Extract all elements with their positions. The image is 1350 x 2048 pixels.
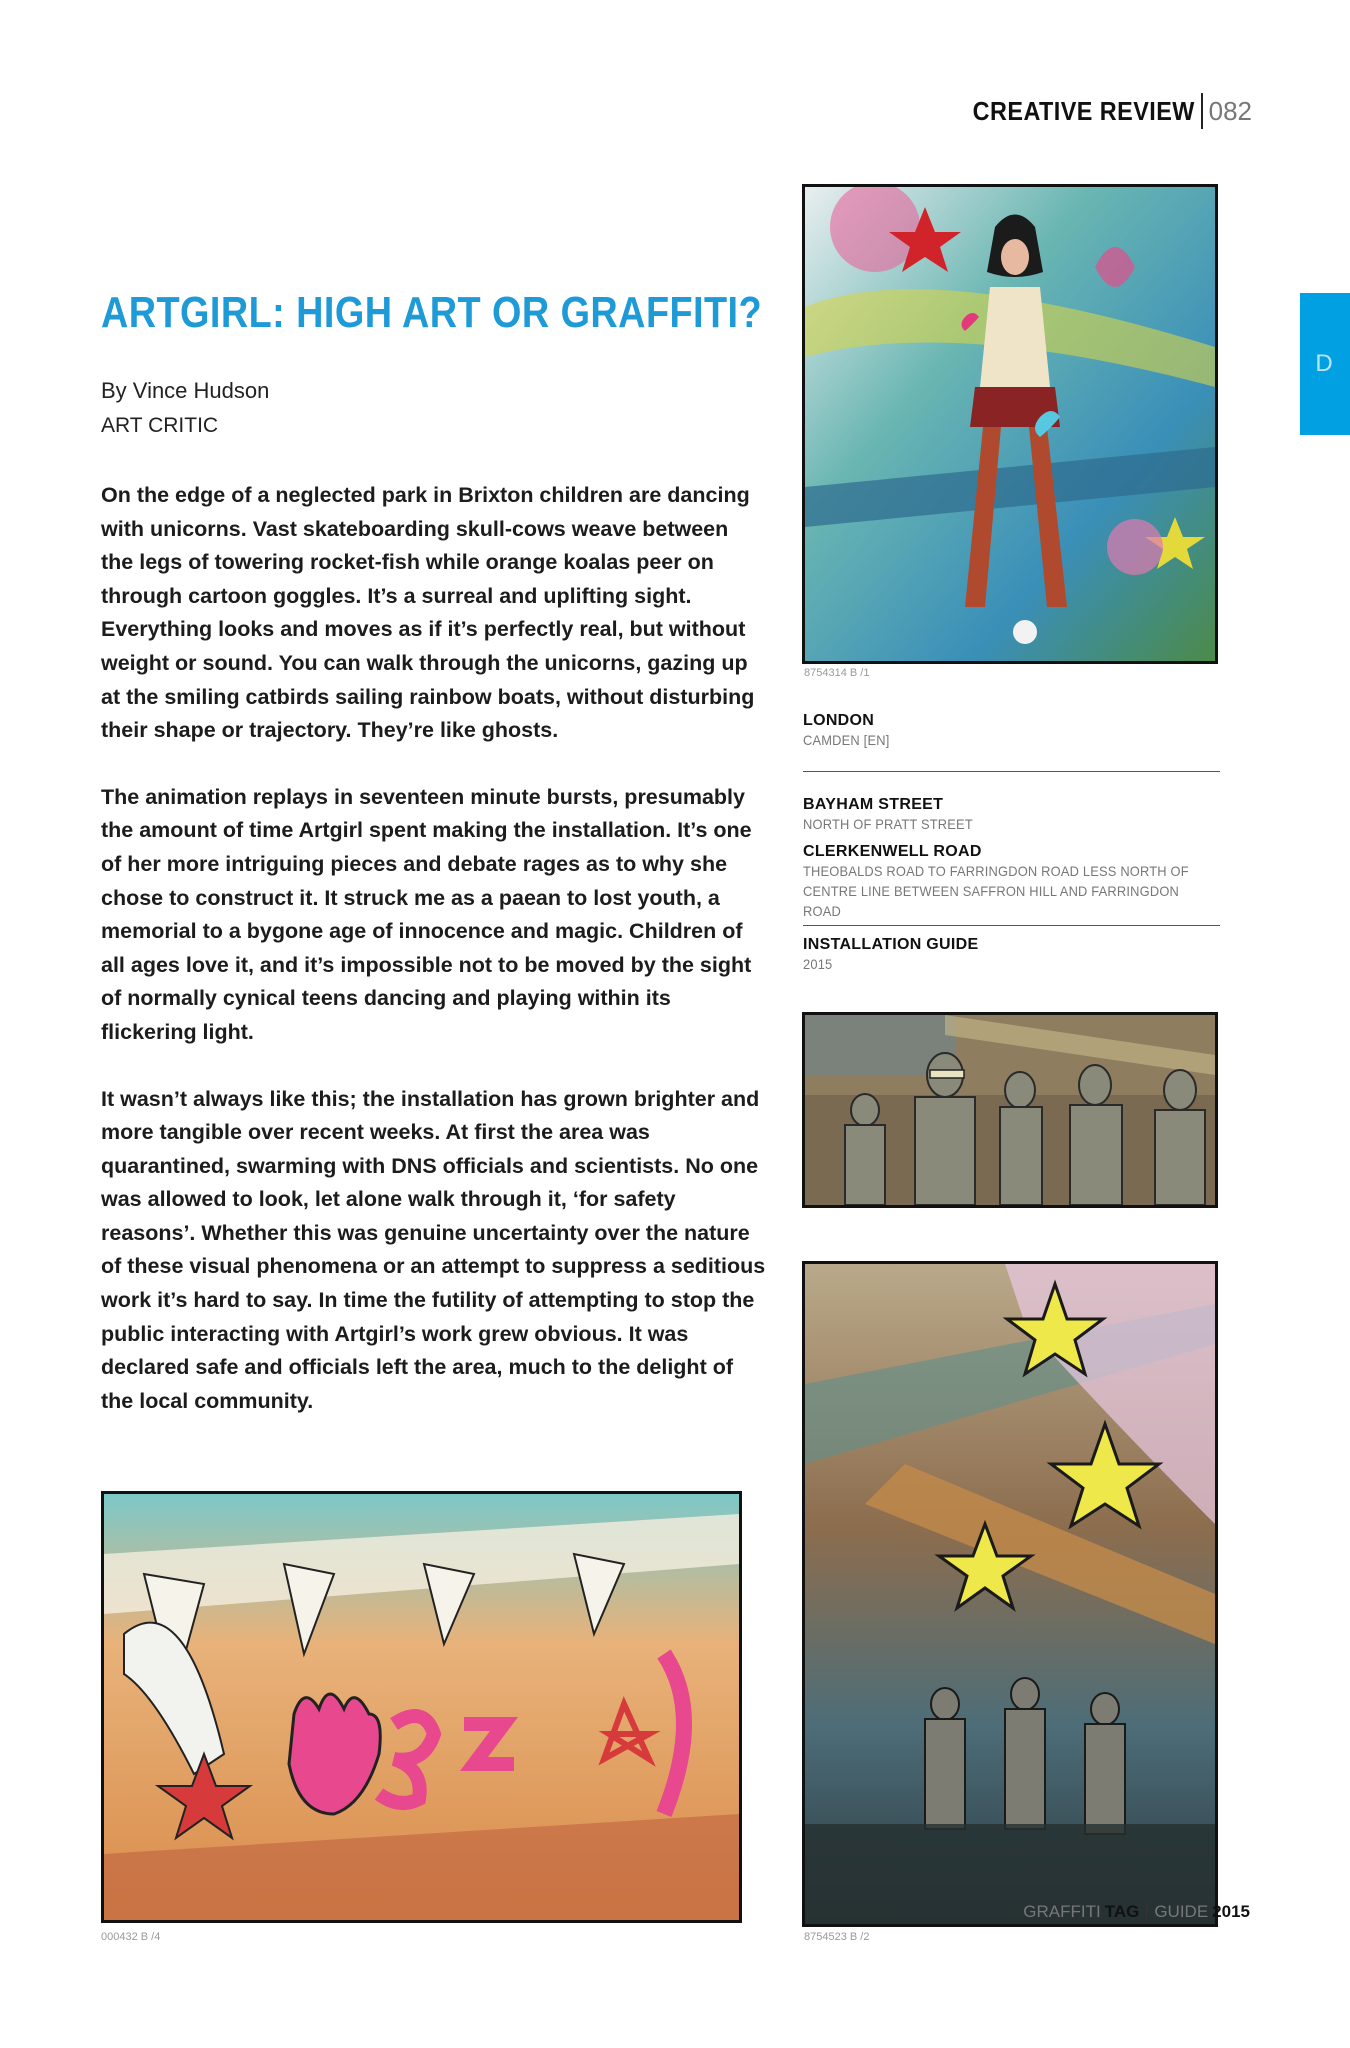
street-2	[803, 843, 1218, 921]
footer-graffiti: GRAFFITI	[1023, 1902, 1101, 1921]
street-2-detail: THEOBALDS ROAD TO FARRINGDON ROAD LESS NORTH OF CENTRE LINE BETWEEN SAFFRON HILL AND FARRINGDON ROAD	[803, 863, 1189, 919]
hero-caption: 8754314 B /1	[804, 667, 870, 679]
page-header	[948, 93, 1252, 129]
paragraph-2: The animation replays in seventeen minute bursts, presumably the amount of time Artgirl spent making the installation. It’s one of her more intriguing pieces and debate rages as to why she chose to construct it. It struck me as a paean to lost youth, a memorial to a bygone age of innocence and magic. Children of all ages love it, and it’s impossible not to be moved by the sight of normally cynical teens dancing and playing within its flickering light.	[101, 784, 752, 1044]
article-body	[101, 479, 766, 1451]
guide-year: 2015	[803, 956, 833, 972]
street-1-name: BAYHAM STREET	[803, 796, 944, 813]
footer-tag: TAG	[1104, 1902, 1140, 1921]
footer-guide: GUIDE	[1154, 1902, 1209, 1921]
article-title: ARTGIRL: HIGH ART OR GRAFFITI?	[101, 288, 763, 337]
hero-illustration	[802, 184, 1218, 664]
info-divider-1	[803, 771, 1220, 772]
section-tab[interactable]	[1300, 293, 1350, 435]
footer-year: 2015	[1212, 1902, 1250, 1921]
author-role: ART CRITIC	[101, 414, 219, 437]
paragraph-1: On the edge of a neglected park in Brixton children are dancing with unicorns. Vast skateboarding skull-cows weave between the legs of towering rocket-fish while orange koalas peer on through cartoon goggles. It’s a surreal and uplifting sight. Everything looks and moves as if it’s perfectly real, but without weight or sound. You can walk through the unicorns, gazing up at the smiling catbirds sailing rainbow boats, without disturbing their shape or trajectory. They’re like ghosts.	[101, 483, 755, 743]
graffiti-caption: 000432 B /4	[101, 1931, 161, 1943]
stars-caption: 8754523 B /2	[804, 1931, 870, 1943]
street-1	[803, 796, 1218, 834]
guide-label: INSTALLATION GUIDE	[803, 936, 979, 953]
street-1-detail: NORTH OF PRATT STREET	[803, 816, 973, 832]
location-city	[803, 712, 1218, 750]
article-author: By Vince Hudson	[101, 378, 270, 403]
graffiti-illustration	[101, 1491, 742, 1923]
section-title: CREATIVE REVIEW	[972, 95, 1195, 126]
stars-illustration	[802, 1261, 1218, 1927]
crowd-illustration	[802, 1012, 1218, 1208]
page-number: 082	[1208, 95, 1252, 126]
borough-name: CAMDEN [EN]	[803, 732, 890, 748]
info-divider-2	[803, 925, 1220, 926]
header-divider	[1201, 93, 1203, 129]
installation-guide	[803, 936, 1218, 974]
street-2-name: CLERKENWELL ROAD	[803, 843, 982, 860]
section-tab-letter: D	[1315, 350, 1333, 377]
city-name: LONDON	[803, 712, 875, 729]
paragraph-3: It wasn’t always like this; the installation has grown brighter and more tangible over recent weeks. At first the area was quarantined, swarming with DNS officials and scientists. No one was allowed to look, let alone walk through it, ‘for safety reasons’. Whether this was genuine uncertainty over the nature of these visual phenomena or an attempt to suppress a seditious work it’s hard to say. In time the futility of attempting to stop the public interacting with Artgirl’s work grew obvious. It was declared safe and officials left the area, much to the delight of the local community.	[101, 1086, 766, 1413]
footer-divider	[1146, 1902, 1147, 1922]
page-footer	[1021, 1902, 1252, 1922]
